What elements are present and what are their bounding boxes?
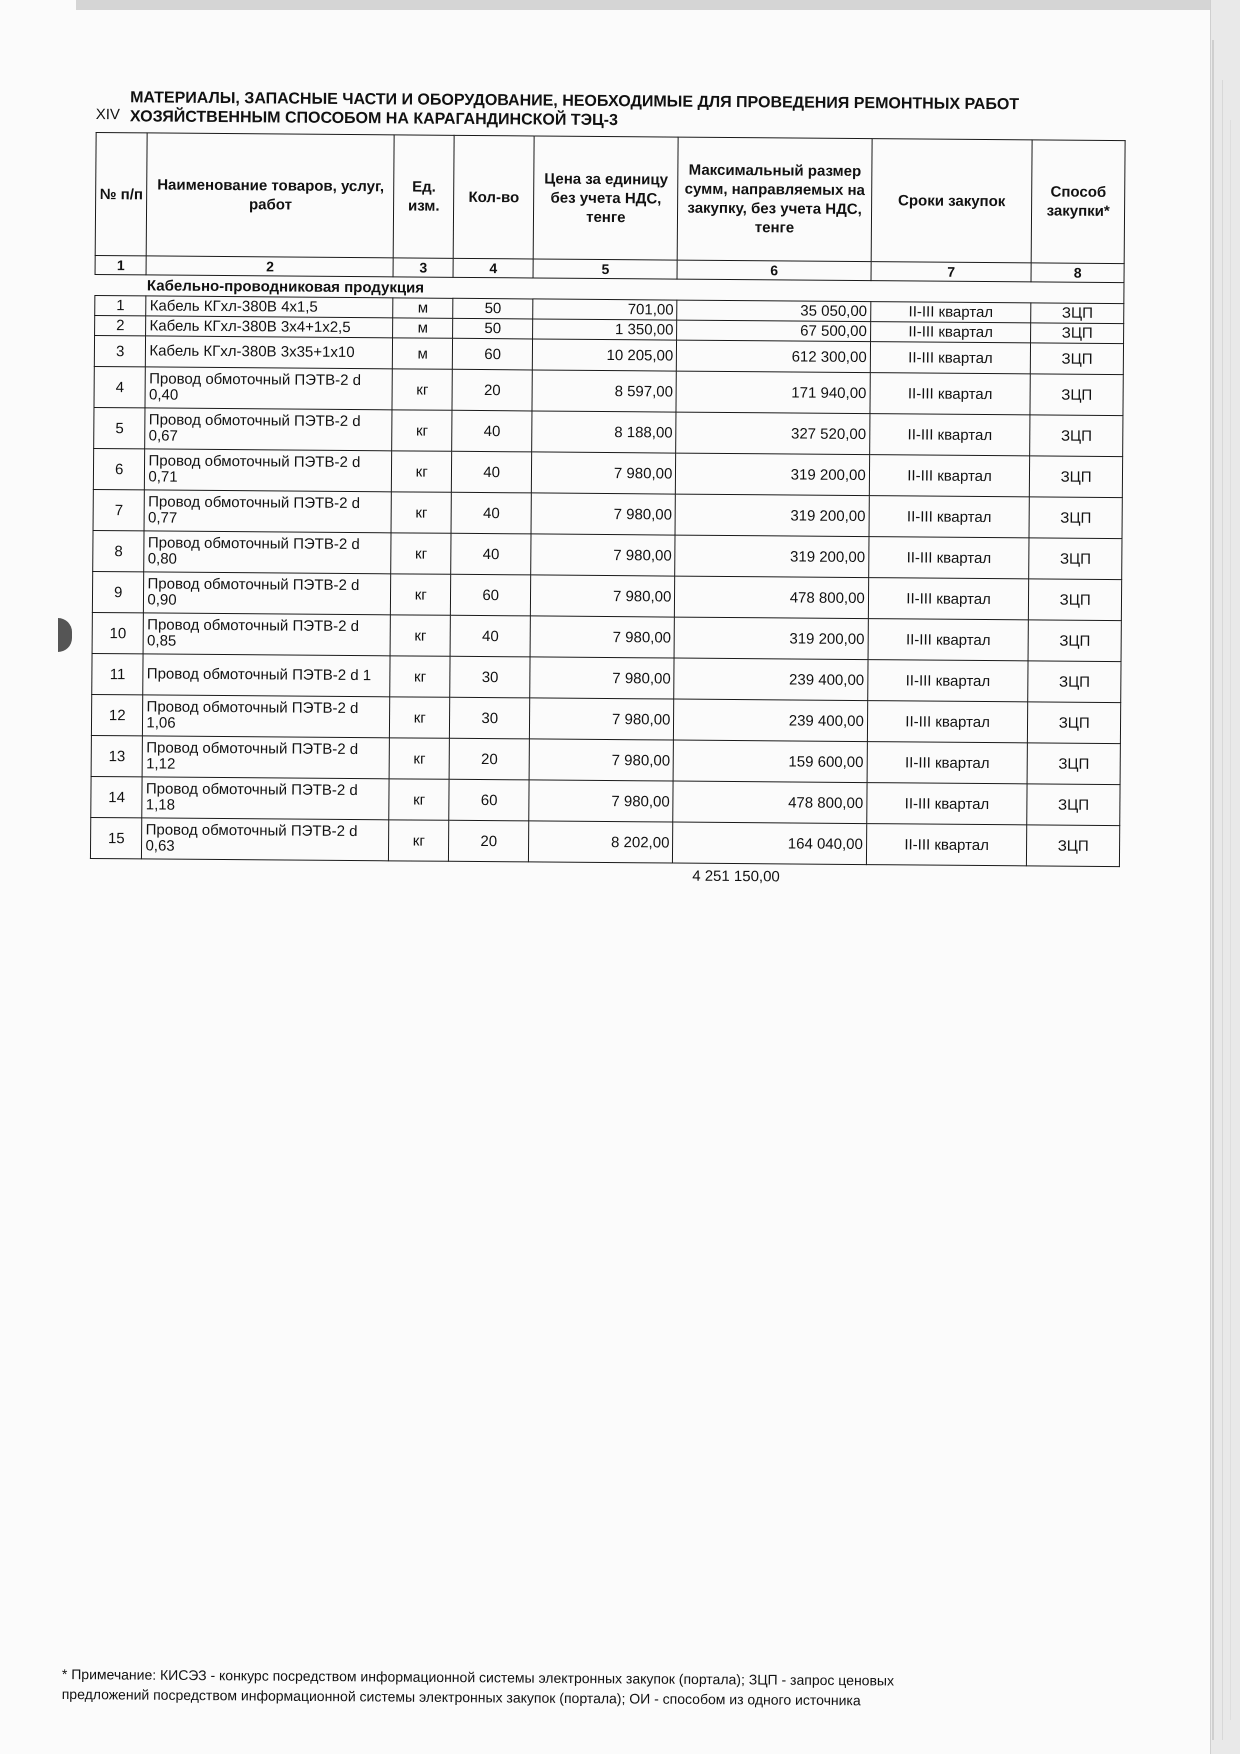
header-name: Наименование товаров, услуг, работ	[147, 133, 395, 258]
cell-qty: 60	[449, 779, 530, 821]
cell-term: II-III квартал	[867, 742, 1028, 784]
cell-sum: 319 200,00	[674, 617, 868, 660]
cell-sum: 164 040,00	[673, 822, 867, 865]
cell-qty: 20	[449, 738, 530, 780]
binder-hole	[58, 618, 72, 652]
cell-method: ЗЦП	[1028, 702, 1121, 744]
column-number: 7	[871, 262, 1032, 282]
cell-qty: 40	[451, 533, 532, 575]
procurement-table	[90, 132, 1126, 867]
cell-unit: кг	[392, 410, 452, 451]
cell-method: ЗЦП	[1029, 497, 1122, 539]
cell-sum: 239 400,00	[674, 699, 868, 742]
cell-name: Провод обмоточный ПЭТВ-2 d 0,77	[144, 490, 391, 533]
cell-term: II-III квартал	[870, 373, 1031, 415]
header-num: № п/п	[95, 133, 147, 256]
cell-name: Провод обмоточный ПЭТВ-2 d 1	[143, 654, 390, 697]
cell-method: ЗЦП	[1029, 579, 1122, 621]
cell-sum: 319 200,00	[676, 453, 870, 496]
cell-name: Провод обмоточный ПЭТВ-2 d 0,80	[144, 531, 391, 574]
cell-sum: 319 200,00	[675, 535, 869, 578]
cell-name: Провод обмоточный ПЭТВ-2 d 0,85	[143, 613, 390, 656]
cell-qty: 50	[453, 298, 533, 319]
cell-qty: 20	[452, 369, 533, 411]
cell-name: Кабель КГхл-380В 3х35+1х10	[146, 336, 393, 369]
cell-method: ЗЦП	[1028, 661, 1121, 703]
cell-num: 10	[92, 612, 144, 653]
cell-name: Провод обмоточный ПЭТВ-2 d 0,90	[144, 572, 391, 615]
header-method: Способ закупки*	[1031, 140, 1125, 264]
cell-num: 2	[95, 315, 147, 335]
cell-unit: кг	[391, 533, 451, 574]
cell-num: 9	[92, 571, 144, 612]
cell-qty: 60	[450, 574, 531, 616]
document-content	[90, 88, 1126, 888]
cell-name: Провод обмоточный ПЭТВ-2 d 1,12	[143, 736, 390, 779]
cell-unit: кг	[389, 779, 449, 820]
cell-term: II-III квартал	[868, 619, 1029, 661]
paper-edge	[1222, 80, 1223, 1740]
table-row	[90, 817, 1119, 866]
cell-term: II-III квартал	[870, 342, 1031, 374]
cell-name: Провод обмоточный ПЭТВ-2 d 0,63	[142, 818, 389, 861]
cell-method: ЗЦП	[1031, 343, 1124, 375]
cell-method: ЗЦП	[1027, 743, 1120, 785]
cell-term: II-III квартал	[869, 414, 1030, 456]
cell-method: ЗЦП	[1030, 415, 1123, 457]
cell-unit: м	[393, 318, 453, 338]
header-price: Цена за единицу без учета НДС, тенге	[533, 136, 678, 260]
cell-unit: кг	[389, 820, 449, 861]
cell-method: ЗЦП	[1027, 825, 1120, 867]
footnote-line-1: * Примечание: КИСЭЗ - конкурс посредством информационной системы электронных закупок (портала); ЗЦП - запрос ценовых	[61, 1665, 895, 1689]
cell-price: 7 980,00	[531, 534, 675, 576]
category-label: Кабельно-проводниковая продукция	[95, 274, 1124, 303]
cell-sum: 171 940,00	[676, 371, 870, 414]
cell-qty: 60	[452, 338, 532, 370]
cell-num: 13	[91, 735, 143, 776]
cell-num: 15	[90, 817, 142, 858]
cell-unit: кг	[389, 738, 449, 779]
section-number: XIV	[95, 105, 121, 124]
footnote	[62, 1664, 1062, 1712]
column-number: 6	[677, 260, 871, 281]
cell-term: II-III квартал	[867, 701, 1028, 743]
cell-price: 1 350,00	[533, 319, 677, 340]
cell-method: ЗЦП	[1031, 323, 1124, 344]
cell-name: Провод обмоточный ПЭТВ-2 d 1,06	[143, 695, 390, 738]
cell-price: 7 980,00	[529, 780, 673, 822]
column-number: 1	[95, 255, 147, 274]
cell-price: 7 980,00	[531, 575, 675, 617]
column-number: 2	[146, 256, 393, 277]
cell-num: 14	[91, 776, 143, 817]
cell-num: 3	[94, 335, 146, 366]
cell-unit: кг	[391, 574, 451, 615]
cell-unit: кг	[390, 656, 450, 697]
section-title	[96, 88, 1126, 134]
cell-sum: 327 520,00	[676, 412, 870, 455]
cell-sum: 478 800,00	[673, 781, 867, 824]
cell-num: 6	[93, 448, 145, 489]
cell-qty: 40	[451, 451, 532, 493]
cell-num: 1	[95, 295, 147, 315]
cell-unit: м	[393, 338, 453, 369]
cell-term: II-III квартал	[868, 660, 1029, 702]
column-number: 8	[1031, 263, 1124, 283]
cell-term: II-III квартал	[866, 824, 1027, 866]
cell-qty: 40	[452, 410, 533, 452]
column-number: 4	[453, 258, 533, 278]
column-number: 5	[533, 259, 677, 279]
cell-num: 12	[91, 694, 143, 735]
cell-unit: кг	[392, 369, 452, 410]
section-title-line-1: МАТЕРИАЛЫ, ЗАПАСНЫЕ ЧАСТИ И ОБОРУДОВАНИЕ, НЕОБХОДИМЫЕ ДЛЯ ПРОВЕДЕНИЯ РЕМОНТНЫХ РАБОТ	[130, 89, 1020, 114]
cell-sum: 239 400,00	[674, 658, 868, 701]
cell-name: Провод обмоточный ПЭТВ-2 d 1,18	[142, 777, 389, 820]
footnote-line-2: предложений посредством информационной системы электронных закупок (портала); ОИ - способом из одного источника	[61, 1685, 861, 1709]
cell-num: 5	[94, 407, 146, 448]
cell-qty: 30	[450, 656, 531, 698]
paper-edge	[1230, 120, 1231, 1720]
cell-price: 7 980,00	[530, 698, 674, 740]
cell-unit: кг	[390, 615, 450, 656]
cell-method: ЗЦП	[1030, 374, 1123, 416]
cell-price: 701,00	[533, 299, 677, 320]
section-title-line-2: ХОЗЯЙСТВЕННЫМ СПОСОБОМ НА КАРАГАНДИНСКОЙ ТЭЦ-3	[129, 108, 618, 130]
cell-price: 7 980,00	[531, 493, 675, 535]
cell-num: 11	[92, 653, 144, 694]
cell-method: ЗЦП	[1030, 456, 1123, 498]
cell-name: Провод обмоточный ПЭТВ-2 d 0,71	[145, 449, 392, 492]
cell-price: 7 980,00	[530, 657, 674, 699]
cell-price: 10 205,00	[533, 339, 677, 371]
total-sum: 4 251 150,00	[692, 867, 780, 886]
header-term: Сроки закупок	[871, 139, 1032, 263]
cell-term: II-III квартал	[868, 578, 1029, 620]
cell-qty: 40	[451, 492, 532, 534]
cell-price: 8 202,00	[529, 821, 673, 863]
header-qty: Кол-во	[453, 135, 534, 259]
cell-term: II-III квартал	[868, 537, 1029, 579]
paper-edge	[1212, 40, 1214, 1740]
section-heading	[130, 88, 1019, 133]
cell-sum: 319 200,00	[675, 494, 869, 537]
cell-price: 7 980,00	[532, 452, 676, 494]
cell-term: II-III квартал	[870, 322, 1031, 343]
cell-term: II-III квартал	[869, 455, 1030, 497]
cell-num: 7	[93, 489, 145, 530]
cell-term: II-III квартал	[869, 496, 1030, 538]
cell-qty: 30	[449, 697, 530, 739]
cell-method: ЗЦП	[1031, 303, 1124, 324]
cell-qty: 40	[450, 615, 531, 657]
header-row	[95, 133, 1125, 264]
cell-price: 8 597,00	[532, 370, 676, 412]
cell-name: Кабель КГхл-380В 4х1,5	[146, 296, 393, 318]
cell-unit: кг	[390, 697, 450, 738]
cell-sum: 159 600,00	[673, 740, 867, 783]
cell-price: 7 980,00	[529, 739, 673, 781]
cell-sum: 612 300,00	[677, 340, 871, 373]
cell-unit: м	[393, 298, 453, 318]
cell-unit: кг	[391, 492, 451, 533]
cell-sum: 67 500,00	[677, 320, 871, 342]
cell-sum: 478 800,00	[675, 576, 869, 619]
cell-qty: 50	[453, 318, 533, 339]
cell-method: ЗЦП	[1028, 620, 1121, 662]
scan-shadow	[76, 0, 1210, 10]
header-unit: Ед. изм.	[394, 135, 455, 258]
column-number: 3	[393, 258, 453, 277]
cell-name: Провод обмоточный ПЭТВ-2 d 0,40	[145, 367, 392, 410]
cell-unit: кг	[392, 451, 452, 492]
cell-num: 4	[94, 366, 146, 407]
cell-num: 8	[93, 530, 145, 571]
cell-price: 7 980,00	[530, 616, 674, 658]
cell-sum: 35 050,00	[677, 300, 871, 322]
header-sum: Максимальный размер сумм, направляемых на закупку, без учета НДС, тенге	[678, 137, 872, 262]
cell-price: 8 188,00	[532, 411, 676, 453]
cell-name: Кабель КГхл-380В 3х4+1х2,5	[146, 316, 393, 338]
cell-term: II-III квартал	[867, 783, 1028, 825]
cell-term: II-III квартал	[870, 302, 1031, 323]
cell-method: ЗЦП	[1027, 784, 1120, 826]
cell-name: Провод обмоточный ПЭТВ-2 d 0,67	[145, 408, 392, 451]
cell-method: ЗЦП	[1029, 538, 1122, 580]
cell-qty: 20	[449, 820, 530, 862]
